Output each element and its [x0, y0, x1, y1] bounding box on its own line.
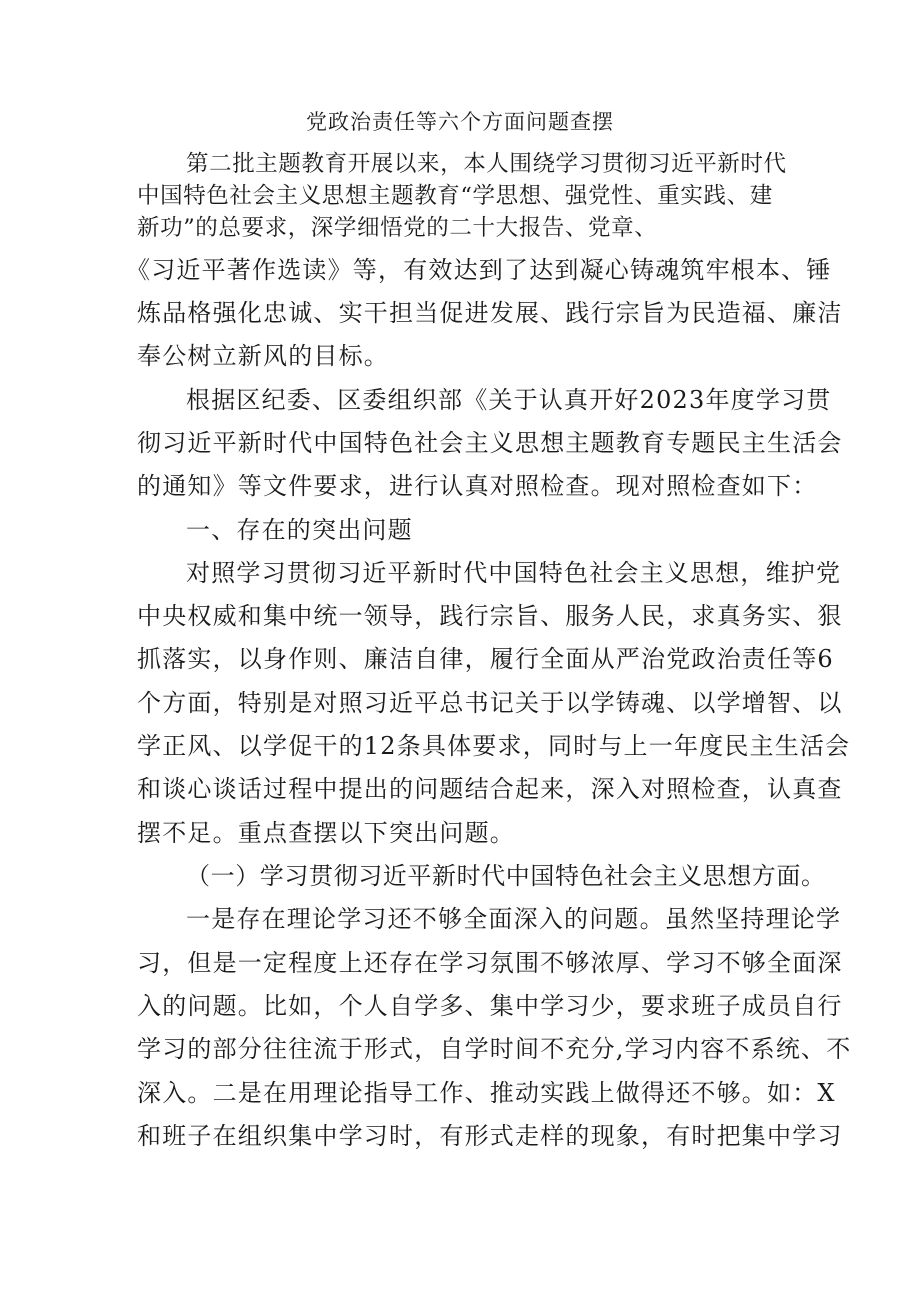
- paragraph-line: 中国特色社会主义思想主题教育“学思想、强党性、重实践、建: [137, 183, 773, 209]
- paragraph-line: 根据区纪委、区委组织部《关于认真开好2023年度学习贯: [186, 386, 832, 414]
- paragraph-line: 的通知》等文件要求，进行认真对照检查。现对照检查如下：: [137, 472, 818, 500]
- paragraph-line: 学正风、以学促干的12条具体要求，同时与上一年度民主生活会: [137, 732, 851, 760]
- paragraph-line: 抓落实，以身作则、廉洁自律，履行全面从严治党政治责任等6: [137, 645, 834, 673]
- paragraph-line: 习，但是一定程度上还存在学习氛围不够浓厚、学习不够全面深: [137, 949, 843, 977]
- section-heading: 一、存在的突出问题: [186, 516, 413, 544]
- paragraph-line: 中央权威和集中统一领导，践行宗旨、服务人民，求真务实、狠: [137, 602, 843, 630]
- paragraph-line: 和谈心谈话过程中提出的问题结合起来，深入对照检查，认真查: [137, 775, 843, 803]
- paragraph-line: 学习的部分往往流于形式，自学时间不充分,学习内容不系统、不: [137, 1035, 852, 1063]
- paragraph-line: 和班子在组织集中学习时，有形式走样的现象，有时把集中学习: [137, 1122, 843, 1150]
- document-title: 党政治责任等六个方面问题查摆: [306, 110, 614, 134]
- paragraph-line: 《习近平著作选读》等，有效达到了达到凝心铸魂筑牢根本、锤: [126, 256, 832, 284]
- paragraph-line: 摆不足。重点查摆以下突出问题。: [137, 819, 515, 847]
- paragraph-line: 炼品格强化忠诚、实干担当促进发展、践行宗旨为民造福、廉洁: [137, 299, 843, 327]
- paragraph-line: 一是存在理论学习还不够全面深入的问题。虽然坚持理论学: [186, 905, 842, 933]
- paragraph-line: 个方面，特别是对照习近平总书记关于以学铸魂、以学增智、以: [137, 689, 843, 717]
- paragraph-line: 深入。二是在用理论指导工作、推动实践上做得还不够。如：X: [137, 1079, 836, 1107]
- paragraph-line: 新功”的总要求，深学细悟党的二十大报告、党章、: [137, 215, 658, 241]
- paragraph-line: 入的问题。比如，个人自学多、集中学习少，要求班子成员自行: [137, 992, 843, 1020]
- subsection-heading: （一）学习贯彻习近平新时代中国特色社会主义思想方面。: [186, 862, 826, 890]
- paragraph-line: 奉公树立新风的目标。: [137, 342, 389, 370]
- paragraph-line: 彻习近平新时代中国特色社会主义思想主题教育专题民主生活会: [137, 429, 843, 457]
- paragraph-line: 第二批主题教育开展以来，本人围绕学习贯彻习近平新时代: [186, 151, 787, 177]
- paragraph-line: 对照学习贯彻习近平新时代中国特色社会主义思想，维护党: [186, 559, 842, 587]
